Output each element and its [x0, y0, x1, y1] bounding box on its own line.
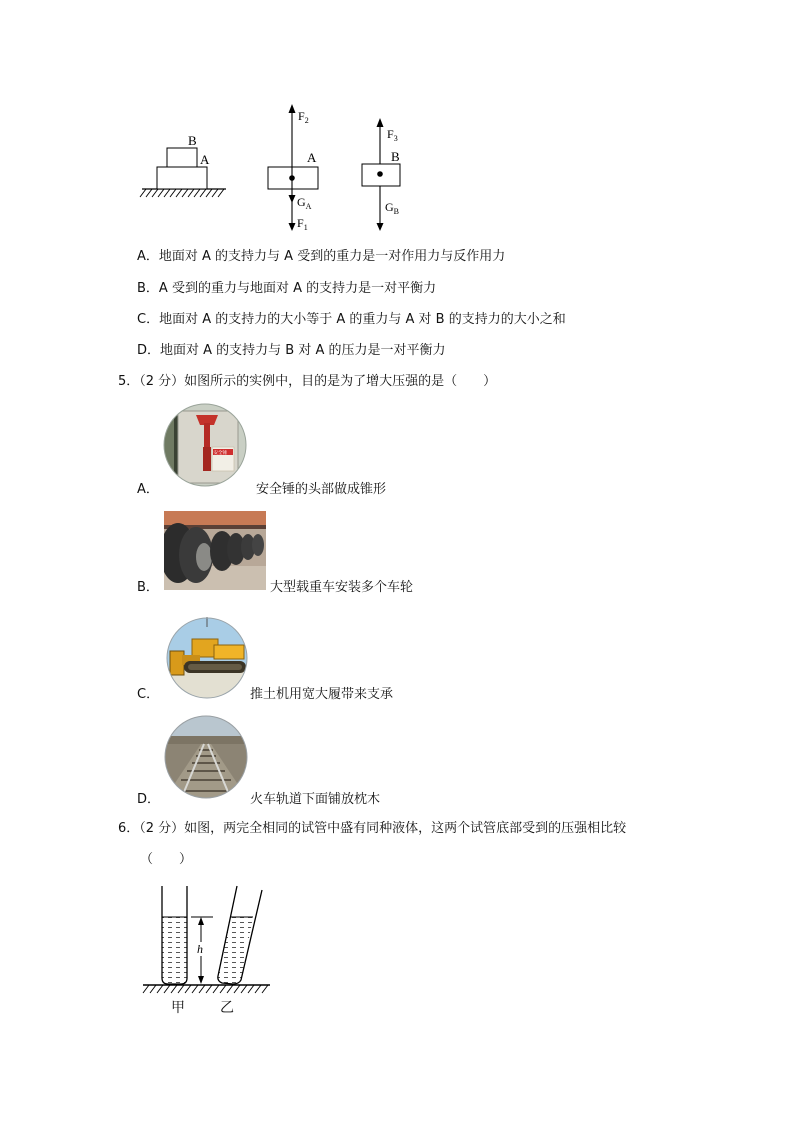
- q4-option-d: D．地面对 A 的支持力与 B 对 A 的压力是一对平衡力: [137, 343, 446, 358]
- arrow-up-icon: [377, 118, 384, 127]
- q5-option-d-letter: D．: [137, 792, 161, 807]
- q5-stem: 5．（2 分）如图所示的实例中，目的是为了增大压强的是（ ）: [118, 374, 497, 389]
- truck-wheels-photo: [164, 511, 266, 590]
- arrow-up-icon: [198, 917, 204, 925]
- fbd-block-b: [362, 118, 400, 231]
- q6-stem: 6．（2 分）如图，两完全相同的试管中盛有同种液体，这两个试管底部受到的压强相比较: [118, 821, 627, 836]
- test-tubes-figure: [135, 880, 280, 1020]
- gb-subscript: B: [393, 207, 400, 216]
- q5-option-d-text: 火车轨道下面铺放枕木: [250, 792, 381, 807]
- q6-answer-bracket: （ ）: [140, 852, 193, 867]
- svg-text:F3: [387, 127, 398, 143]
- fbd-block-a: [268, 104, 318, 232]
- svg-text:GA: [297, 195, 312, 211]
- block-a-label: A: [200, 152, 210, 167]
- block-a: [157, 167, 207, 189]
- hammer-sign-label: 安全锤: [213, 451, 227, 457]
- svg-text:F1: [297, 216, 308, 232]
- arrow-down-icon: [289, 195, 296, 203]
- arrow-down-icon: [198, 976, 204, 984]
- q4-option-a: A．地面对 A 的支持力与 A 受到的重力是一对作用力与反作用力: [137, 249, 506, 264]
- q5-option-b-letter: B．: [137, 580, 159, 595]
- block-b-label: B: [188, 133, 197, 148]
- arrow-down-icon: [289, 223, 296, 231]
- force-diagram-figure: [130, 100, 420, 235]
- q4-option-b: B．A 受到的重力与地面对 A 的支持力是一对平衡力: [137, 281, 437, 296]
- q5-option-a-letter: A．: [137, 482, 159, 497]
- railway-track-photo: [161, 714, 251, 804]
- arrow-up-icon: [289, 104, 296, 113]
- f2-label: F: [298, 109, 305, 123]
- tube-yi-label: 乙: [220, 1000, 234, 1016]
- q5-option-c-letter: C．: [137, 687, 160, 702]
- q5-option-c-text: 推土机用宽大履带来支承: [250, 687, 394, 702]
- q4-option-c: C．地面对 A 的支持力的大小等于 A 的重力与 A 对 B 的支持力的大小之和: [137, 312, 566, 327]
- stacked-blocks-drawing: [140, 133, 226, 197]
- ga-subscript: A: [305, 202, 312, 211]
- svg-text:F2: [298, 109, 309, 125]
- svg-text:GB: [385, 200, 399, 216]
- height-marker: [191, 917, 213, 984]
- q5-option-b-text: 大型载重车安装多个车轮: [270, 580, 414, 595]
- tube-jia-label: 甲: [171, 1000, 185, 1016]
- q5-option-a-text: 安全锤的头部做成锥形: [256, 482, 387, 497]
- gb-label: G: [385, 200, 394, 214]
- height-label: h: [197, 942, 203, 956]
- bulldozer-photo: [162, 615, 252, 699]
- test-tube-jia: [162, 886, 187, 984]
- safety-hammer-photo: [160, 403, 250, 491]
- f1-label: F: [297, 216, 304, 230]
- fbd-a-label: A: [307, 150, 317, 165]
- arrow-down-icon: [377, 223, 384, 231]
- ga-label: G: [297, 195, 306, 209]
- test-tube-yi: [218, 886, 262, 984]
- block-b: [167, 148, 197, 167]
- f2-subscript: 2: [304, 116, 309, 125]
- fbd-b-label: B: [391, 149, 400, 164]
- f3-label: F: [387, 127, 394, 141]
- f3-subscript: 3: [393, 134, 398, 143]
- f1-subscript: 1: [303, 223, 308, 232]
